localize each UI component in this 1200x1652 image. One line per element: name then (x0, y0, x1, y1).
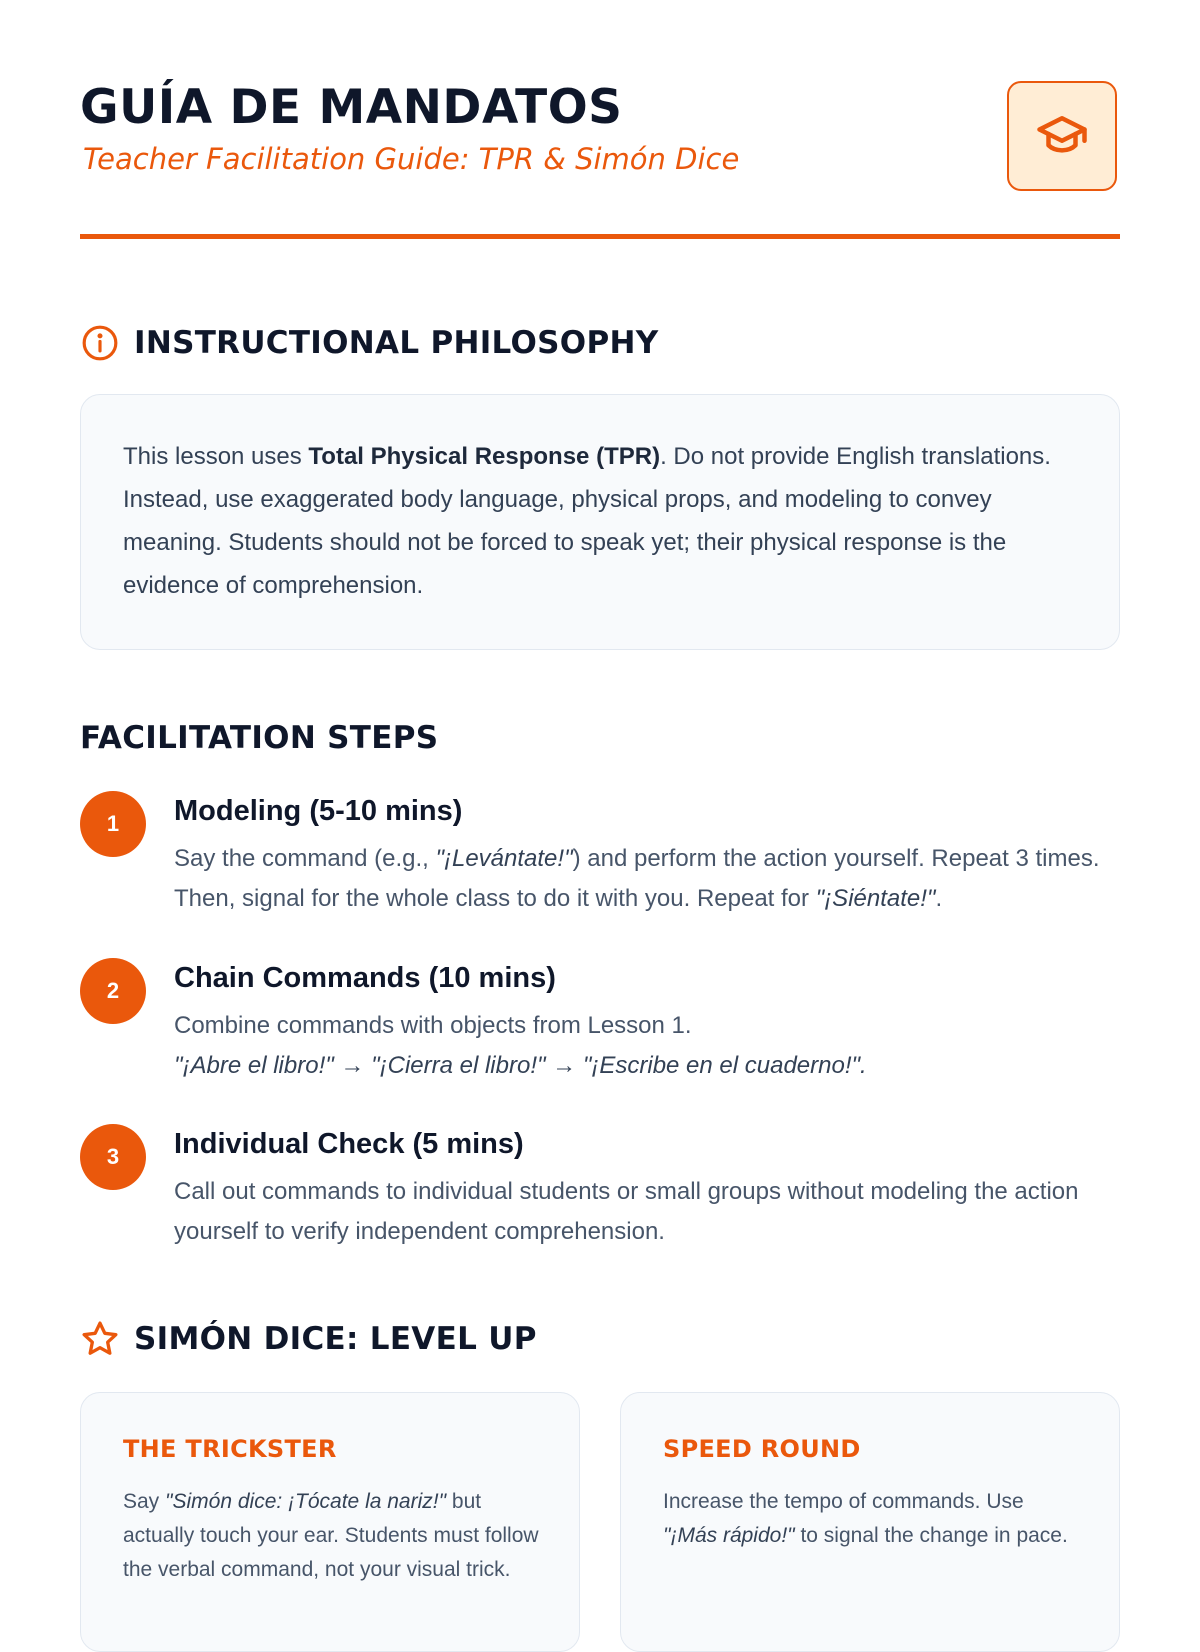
card-body (123, 1485, 543, 1587)
step-text: Combine commands with objects from Lesson 1. (174, 1012, 692, 1039)
command-example: "¡Más rápido!" (663, 1524, 795, 1547)
card-title: THE TRICKSTER (123, 1435, 337, 1463)
card-text: to signal the change in pace. (794, 1524, 1068, 1547)
card-text: Say (123, 1490, 166, 1513)
step-description (174, 839, 1124, 919)
simon-card-speed-round (620, 1392, 1120, 1652)
step-title: Chain Commands (10 mins) (174, 962, 556, 994)
command-example: "¡Siéntate!" (815, 885, 936, 912)
card-text: Increase the tempo of commands. Use (663, 1490, 1024, 1513)
command-example: "¡Levántate!" (435, 845, 573, 872)
step-text: Say the command (e.g., (174, 845, 436, 872)
info-icon (80, 323, 120, 363)
command-chain-text: "¡Abre el libro!" → "¡Cierra el libro!" → "¡Escribe en el cuaderno!". (174, 1052, 867, 1079)
philosophy-heading (80, 323, 658, 363)
step-item (80, 958, 1120, 1088)
step-description: Call out commands to individual students or small groups without modeling the action yourself to verify independent comprehension. (174, 1178, 1079, 1245)
page-subtitle: Teacher Facilitation Guide: TPR & Simón Dice (83, 142, 740, 176)
philosophy-text-rest: . Do not provide English translations. Instead, use exaggerated body language, physical props, and modeling to convey meaning. Students should not be forced to speak yet; their physical response is the evidence of comprehension. (123, 443, 1051, 599)
step-title: Individual Check (5 mins) (174, 1128, 524, 1160)
simon-card-trickster (80, 1392, 580, 1652)
graduation-cap-badge (1007, 81, 1117, 191)
step-text: . (935, 885, 943, 912)
star-icon (80, 1319, 120, 1359)
graduation-cap-icon (1035, 107, 1089, 165)
header-divider (80, 234, 1120, 239)
philosophy-heading-text: INSTRUCTIONAL PHILOSOPHY (134, 325, 659, 361)
simon-heading-text: SIMÓN DICE: LEVEL UP (134, 1321, 537, 1357)
tpr-term: Total Physical Response (TPR) (308, 443, 661, 470)
steps-heading (80, 720, 438, 756)
philosophy-text (123, 435, 1073, 607)
page-title: GUÍA DE MANDATOS (80, 80, 623, 135)
step-number-badge: 1 (80, 791, 146, 857)
step-title: Modeling (5-10 mins) (174, 795, 463, 827)
step-item (80, 1124, 1120, 1254)
step-text: ) and perform the action yourself. Repeat 3 times. Then, signal for the whole class to do it with you. Repeat for (174, 845, 1100, 912)
card-body (663, 1485, 1083, 1553)
command-example: "Simón dice: ¡Tócate la nariz!" (165, 1490, 447, 1513)
command-chain (174, 1046, 1124, 1086)
steps-heading-text: FACILITATION STEPS (80, 720, 439, 756)
philosophy-text-intro: This lesson uses (123, 443, 309, 470)
step-description (174, 1006, 1124, 1086)
simon-heading (80, 1319, 537, 1359)
card-text: but actually touch your ear. Students must follow the verbal command, not your visual trick. (123, 1490, 539, 1581)
step-number-badge: 2 (80, 958, 146, 1024)
philosophy-card (80, 394, 1120, 650)
step-item (80, 791, 1120, 921)
step-number-badge: 3 (80, 1124, 146, 1190)
card-title: SPEED ROUND (663, 1435, 861, 1463)
